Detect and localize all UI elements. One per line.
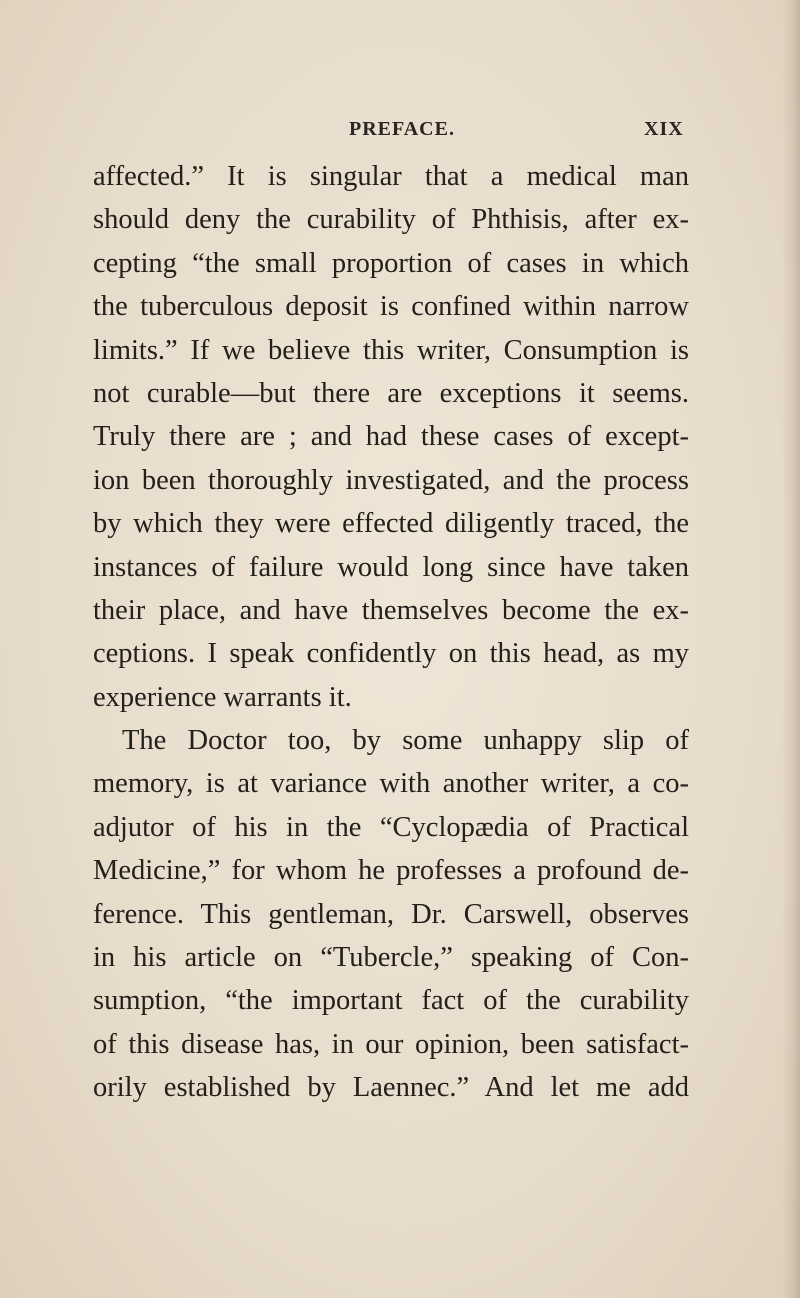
text-line: ion been thoroughly investigated, and the process [93,464,689,496]
running-header [0,118,800,148]
paragraph-start-line: The Doctor too, by some unhappy slip of [122,725,689,757]
text-line: memory, is at variance with another writer, a co- [93,768,689,800]
text-line: sumption, “the important fact of the curability [93,985,689,1017]
text-line: limits.” If we believe this writer, Consumption is [93,334,689,366]
text-line: by which they were effected diligently traced, the [93,508,689,540]
text-line: ference. This gentleman, Dr. Carswell, observes [93,898,689,930]
running-title: PREFACE. [349,118,455,140]
page-number: XIX [644,118,684,140]
page-edge-shadow [782,0,800,1298]
text-line: in his article on “Tubercle,” speaking of Con- [93,942,689,974]
text-line: instances of failure would long since have taken [93,551,689,583]
text-line: should deny the curability of Phthisis, after ex- [93,204,689,236]
text-line: the tuberculous deposit is confined within narrow [93,291,689,323]
text-line: cepting “the small proportion of cases in which [93,247,689,279]
text-line: not curable—but there are exceptions it seems. [93,377,689,409]
text-line: affected.” It is singular that a medical man [93,161,689,192]
text-line: ceptions. I speak confidently on this head, as my [93,638,689,670]
body-text [93,155,689,1110]
text-line: adjutor of his in the “Cyclopædia of Practical [93,811,689,843]
text-line: Medicine,” for whom he professes a profound de- [93,855,689,887]
text-line: Truly there are ; and had these cases of except- [93,421,689,453]
text-line: of this disease has, in our opinion, been satisfact- [93,1028,689,1060]
text-line: their place, and have themselves become the ex- [93,594,689,626]
text-line: orily established by Laennec.” And let me add [93,1072,689,1104]
paragraph-end-line: experience warrants it. [93,681,352,713]
